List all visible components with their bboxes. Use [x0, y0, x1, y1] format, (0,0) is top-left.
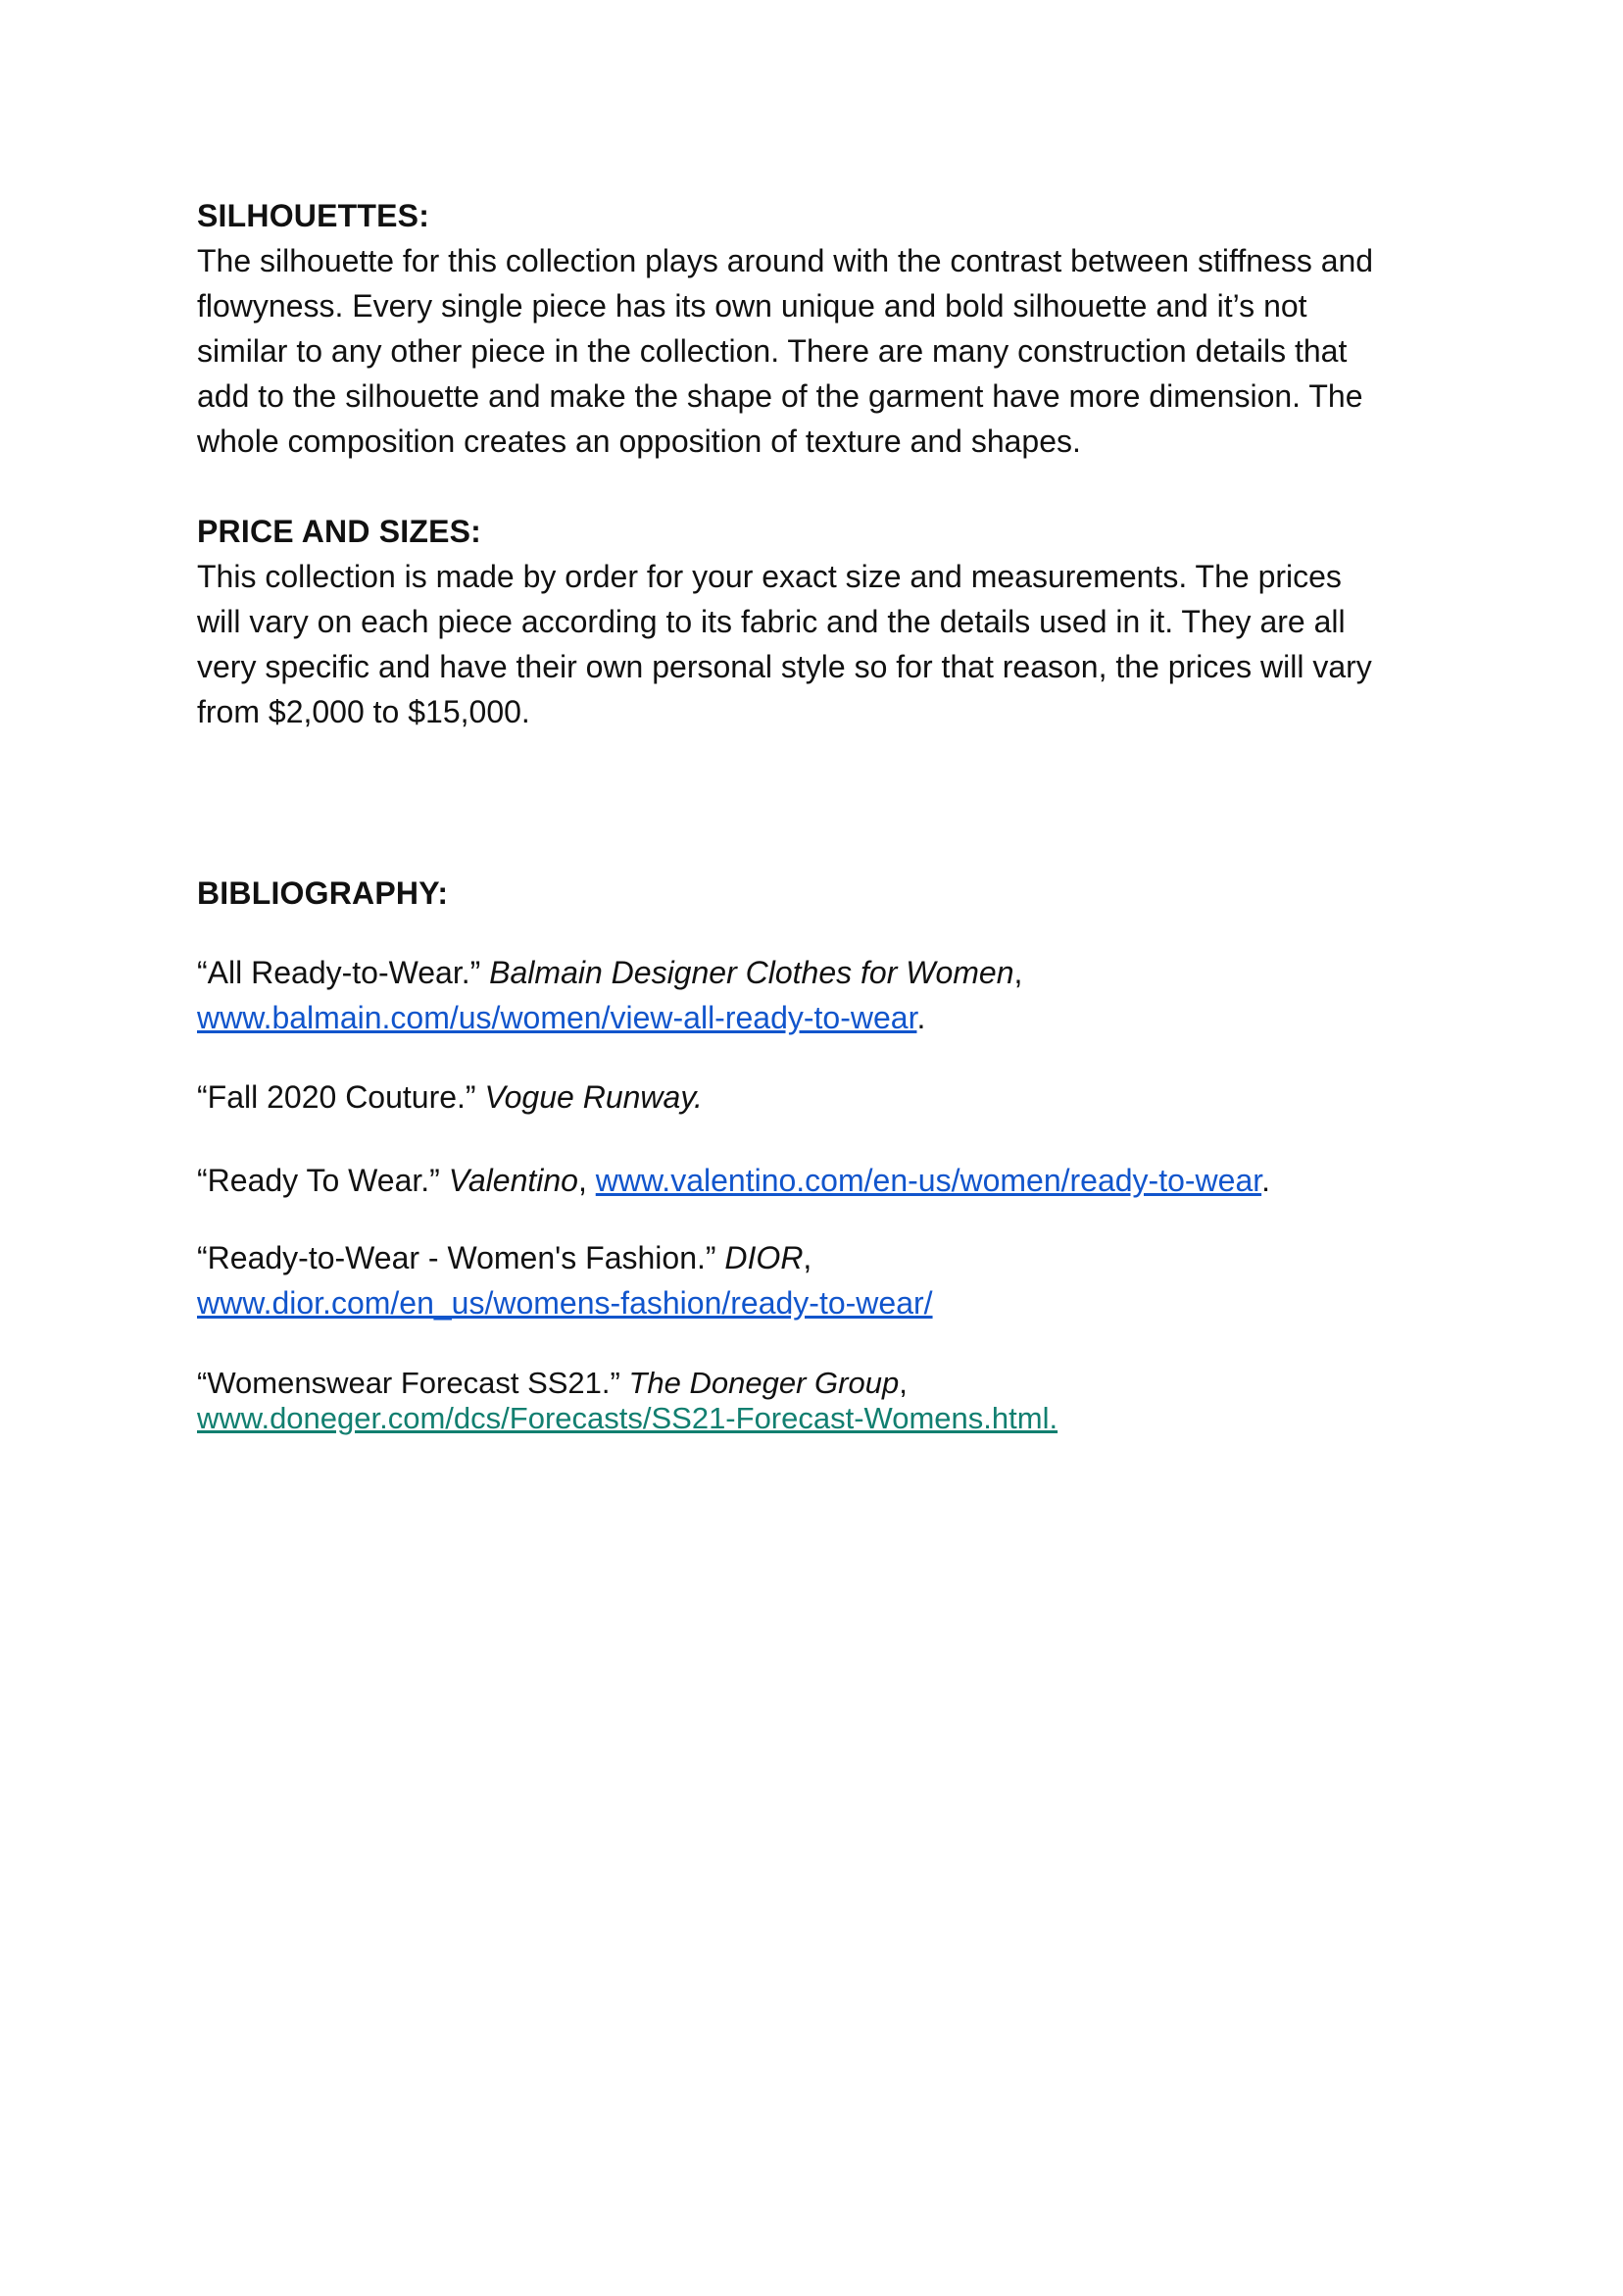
entry-source: DIOR	[724, 1240, 804, 1275]
entry-title: “Ready-to-Wear - Women's Fashion.”	[197, 1240, 716, 1275]
bibliography-entry-balmain	[197, 950, 1461, 1040]
price-line: This collection is made by order for your exact size and measurements. The prices	[197, 559, 1342, 594]
price-sizes-paragraph	[197, 554, 1461, 734]
dior-link[interactable]: www.dior.com/en_us/womens-fashion/ready-to-wear/	[197, 1285, 933, 1321]
entry-url-line	[197, 1280, 1461, 1325]
bibliography-heading: BIBLIOGRAPHY:	[197, 875, 449, 911]
entry-citation-line	[197, 1366, 1461, 1401]
silhouettes-heading: SILHOUETTES:	[197, 198, 430, 233]
entry-citation-line	[197, 1235, 1461, 1280]
price-line: from $2,000 to $15,000.	[197, 694, 530, 729]
silhouettes-line: flowyness. Every single piece has its own unique and bold silhouette and it’s not	[197, 288, 1307, 324]
entry-punct: .	[916, 1000, 926, 1035]
silhouettes-paragraph	[197, 238, 1461, 464]
bibliography-entry-dior	[197, 1235, 1461, 1325]
entry-title: “Ready To Wear.”	[197, 1163, 440, 1198]
entry-source: Balmain Designer Clothes for Women	[489, 955, 1014, 990]
silhouettes-line: The silhouette for this collection plays around with the contrast between stiffness and	[197, 243, 1374, 278]
balmain-link[interactable]: www.balmain.com/us/women/view-all-ready-to-wear	[197, 1000, 917, 1035]
entry-punct: ,	[899, 1366, 908, 1400]
price-sizes-heading: PRICE AND SIZES:	[197, 514, 482, 549]
silhouettes-line: similar to any other piece in the collection. There are many construction details that	[197, 333, 1348, 369]
entry-source: The Doneger Group	[628, 1366, 900, 1400]
entry-url-line	[197, 995, 1461, 1040]
silhouettes-line: add to the silhouette and make the shape of the garment have more dimension. The	[197, 378, 1363, 414]
bibliography-entry-doneger	[197, 1366, 1461, 1436]
entry-url-line	[197, 1401, 1461, 1436]
price-line: will vary on each piece according to its fabric and the details used in it. They are all	[197, 604, 1346, 639]
entry-punct: ,	[803, 1240, 812, 1275]
entry-source: Vogue Runway.	[484, 1079, 703, 1115]
price-line: very specific and have their own personal style so for that reason, the prices will vary	[197, 649, 1372, 684]
silhouettes-line: whole composition creates an opposition of texture and shapes.	[197, 424, 1081, 459]
entry-punct: ,	[1013, 955, 1023, 990]
entry-title: “Fall 2020 Couture.”	[197, 1079, 476, 1115]
entry-source: Valentino	[448, 1163, 578, 1198]
bibliography-entry-vogue	[197, 1074, 1461, 1120]
entry-title: “All Ready-to-Wear.”	[197, 955, 481, 990]
entry-title: “Womenswear Forecast SS21.”	[197, 1366, 620, 1400]
doneger-link[interactable]: www.doneger.com/dcs/Forecasts/SS21-Forecast-Womens.html.	[197, 1401, 1058, 1435]
valentino-link[interactable]: www.valentino.com/en-us/women/ready-to-wear	[595, 1163, 1262, 1198]
entry-punct: .	[1261, 1163, 1271, 1198]
bibliography-entry-valentino	[197, 1158, 1461, 1203]
entry-citation-line	[197, 950, 1461, 995]
entry-punct: ,	[577, 1163, 596, 1198]
